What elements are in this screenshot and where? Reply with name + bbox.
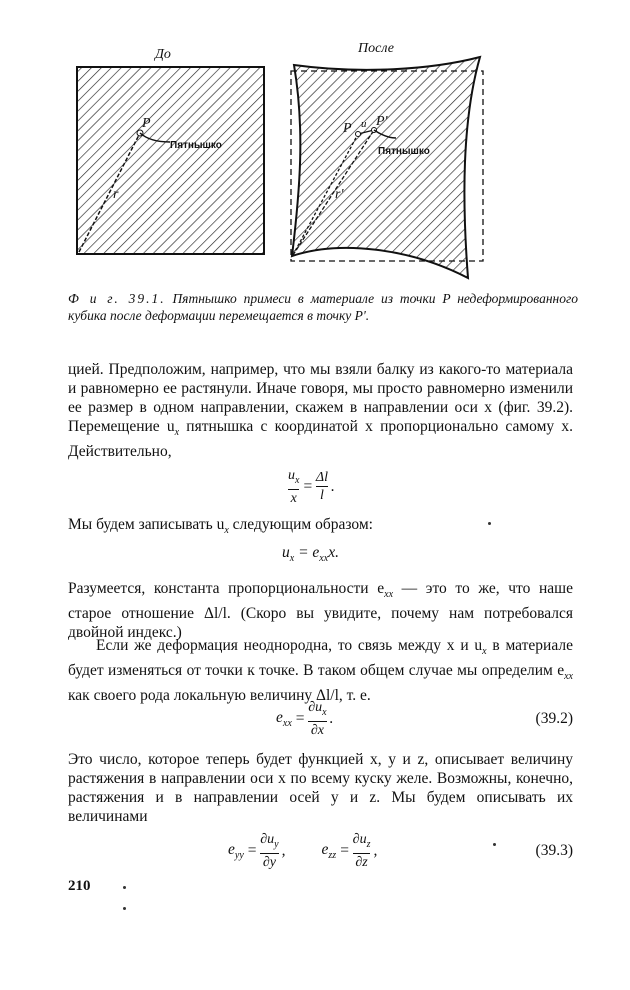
paragraph-5: Это число, которое теперь будет функцией x, y и z, описывает величину растяжения в направлении оси x по всему куску желе. Возможны, конечно, растяжения и в направлении осей y и z. Мы будем описывать их величинами <box>68 751 573 825</box>
label-after: После <box>358 41 394 56</box>
caption-text: Пятнышко примеси в материале из точки P недеформированного кубика после деформации перемещается в точку P'. <box>68 291 578 323</box>
paragraph-3: Разумеется, константа пропорциональности $e_{xx}$ — это то же, что наше старое отношение Δl/l. (Скоро вы увидите, почему нам потребовался двойной индекс.) <box>68 580 573 642</box>
label-before: До <box>155 47 171 62</box>
print-dot <box>493 843 496 846</box>
equation-ux-exx: $u_x = e_{xx}x$. <box>282 544 339 565</box>
label-spot-before: Пятнышко <box>170 140 222 151</box>
paragraph-2: Мы будем записывать $u_x$ следующим образом: <box>68 516 373 537</box>
cube-after <box>291 57 483 278</box>
figure-caption <box>68 290 578 324</box>
print-dot <box>488 522 491 525</box>
equation-ux-over-x: $\frac{u_x}{x}$ = $\frac{\Delta l}{l}$ . <box>288 468 335 506</box>
paragraph-1: цией. Предположим, например, что мы взяли балку из какого-то материала и равномерно ее растянули. Иначе говоря, мы просто равномерно изменили ее размер в одном направлении, скажем в направлении оси x (фиг. 39.2). Перемещение $u_x$ пятнышка с координатой x пропорционально самому x. Действительно, <box>68 361 573 461</box>
label-point-p-prime: P' <box>376 114 388 129</box>
label-spot-after: Пятнышко <box>378 146 430 157</box>
label-displacement-u: u <box>361 118 367 130</box>
print-dot <box>123 886 126 889</box>
label-vector-r-prime: r' <box>335 187 344 202</box>
cube-before <box>77 67 264 254</box>
equation-number-39-2: (39.2) <box>535 710 573 727</box>
equation-39-2: $e_{xx}$ = $\frac{\partial u_x}{\partial x}$ . (39.2) <box>276 700 573 738</box>
paragraph-4: Если же деформация неоднородна, то связь между x и $u_x$ в материале будет изменяться от точки к точке. В таком общем случае мы определим $e_{xx}$ как своего рода локальную величину Δl/l, т. е. <box>68 637 573 705</box>
equation-39-3: $e_{yy}$ = $\frac{\partial u_y}{\partial y}$ , $e_{zz}$ = $\frac{\partial u_z}{\partial z}$ , (39.3) <box>228 832 573 870</box>
page-number: 210 <box>68 878 91 894</box>
label-point-p: P <box>142 116 151 131</box>
print-dot <box>123 907 126 910</box>
label-point-p-after: P <box>343 121 352 136</box>
label-vector-r: r <box>113 187 119 202</box>
caption-number: Ф и г. 39.1. <box>68 291 166 306</box>
equation-number-39-3: (39.3) <box>535 842 573 859</box>
deformation-figure <box>0 30 630 280</box>
